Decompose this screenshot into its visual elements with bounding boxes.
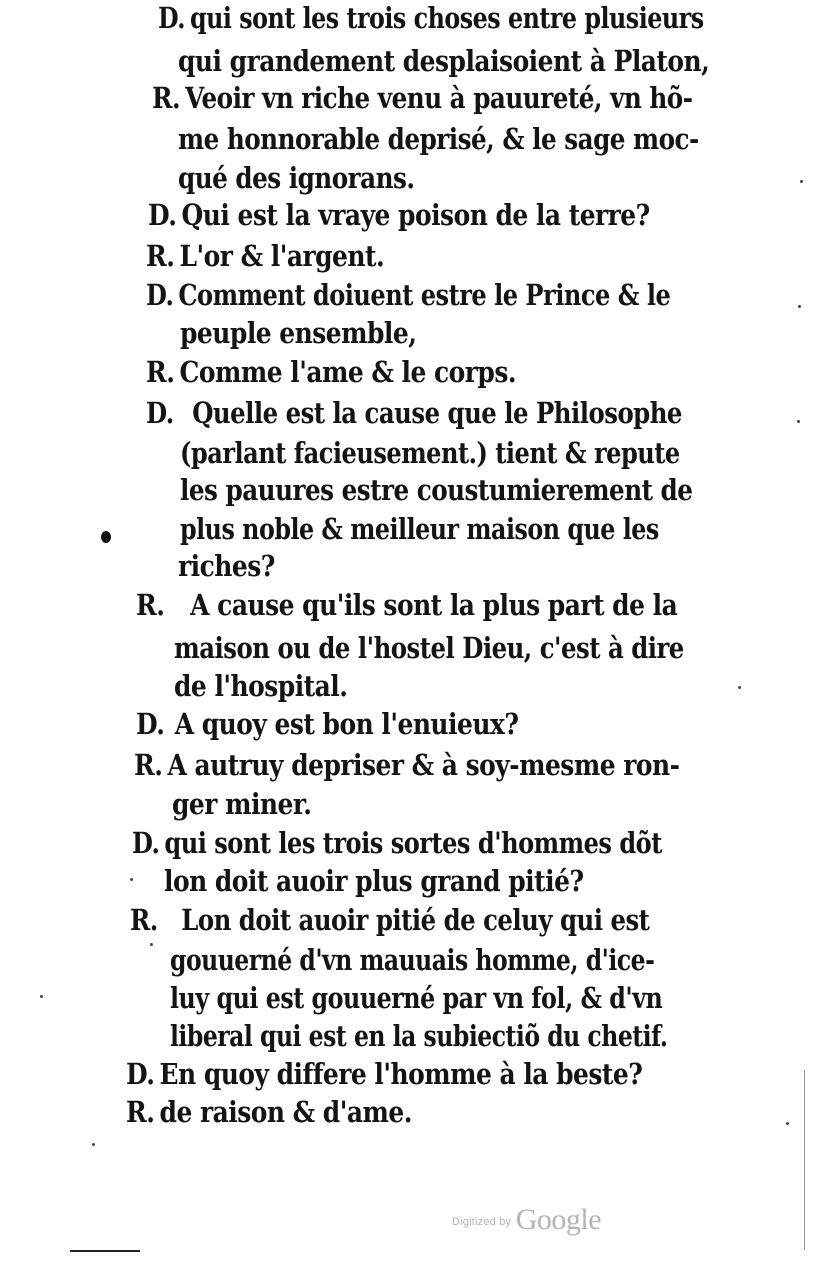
google-logo: Google — [515, 1203, 602, 1236]
text-line — [158, 0, 704, 36]
line-text: de raison & d'ame. — [159, 1095, 412, 1129]
speaker-label: D. — [132, 826, 160, 860]
text-line — [180, 435, 680, 471]
line-text: A autruy depriser & à soy-mesme ron- — [167, 748, 680, 782]
line-text: maison ou de l'hostel Dieu, c'est à dire — [174, 631, 684, 665]
text-line — [134, 747, 679, 783]
ink-blot — [101, 531, 111, 543]
text-line — [178, 160, 414, 196]
text-line — [170, 1018, 668, 1054]
line-text: ger miner. — [172, 787, 312, 821]
text-line — [146, 395, 682, 431]
line-text: Quelle est la cause que le Philosophe — [192, 396, 682, 430]
speaker-label: R. — [126, 1095, 155, 1129]
line-text: lon doit auoir plus grand pitié? — [164, 864, 584, 898]
speaker-label: D. — [148, 198, 177, 232]
text-line — [174, 630, 684, 666]
page-edge — [804, 1070, 805, 1250]
speaker-label: R. — [146, 355, 175, 389]
text-line — [148, 197, 650, 233]
scan-speck — [798, 305, 801, 308]
bottom-rule — [70, 1250, 140, 1252]
line-text: liberal qui est en la subiectiõ du chetif. — [170, 1019, 668, 1053]
line-text: A quoy est bon l'enuieux? — [174, 707, 519, 741]
line-text: A cause qu'ils sont la plus part de la — [190, 588, 678, 622]
speaker-label: R. — [130, 903, 158, 937]
text-line — [132, 825, 662, 861]
text-line — [126, 1094, 412, 1130]
line-text: (parlant facieusement.) tient & repute — [180, 436, 680, 470]
line-text: Comment doiuent estre le Prince & le — [178, 278, 671, 312]
line-text: peuple ensemble, — [180, 316, 417, 350]
scan-speck — [92, 1143, 95, 1146]
scan-speck — [150, 943, 153, 946]
text-line — [146, 354, 516, 390]
text-line — [130, 902, 649, 938]
line-text: Veoir vn riche venu à pauureté, vn hõ- — [185, 81, 693, 115]
text-line — [174, 668, 347, 704]
speaker-label: D. — [126, 1057, 155, 1091]
scan-speck — [738, 686, 741, 689]
line-text: L'or & l'argent. — [179, 239, 385, 273]
speaker-label: R. — [152, 81, 181, 115]
line-text: les pauures estre coustumierement de — [180, 473, 693, 507]
line-text: gouuerné d'vn mauuais homme, d'ice- — [170, 943, 655, 977]
line-text: qué des ignorans. — [178, 161, 415, 195]
text-line — [178, 43, 709, 79]
speaker-label: D. — [146, 396, 174, 430]
text-line — [178, 121, 699, 157]
scan-speck — [786, 1122, 789, 1125]
text-line — [172, 786, 311, 822]
text-line — [152, 80, 692, 116]
line-text: de l'hospital. — [174, 669, 348, 703]
scan-speck — [800, 180, 803, 183]
text-line — [180, 472, 692, 508]
text-line — [146, 277, 670, 313]
text-line — [126, 1056, 642, 1092]
line-text: luy qui est gouuerné par vn fol, & d'vn — [170, 981, 663, 1015]
speaker-label: R. — [146, 239, 175, 273]
line-text: qui grandement desplaisoient à Platon, — [178, 44, 710, 78]
text-line — [164, 863, 584, 899]
scan-speck — [797, 420, 800, 423]
text-line — [178, 548, 275, 584]
line-text: Comme l'ame & le corps. — [179, 355, 517, 389]
line-text: Qui est la vraye poison de la terre? — [181, 198, 650, 232]
text-line — [136, 587, 677, 623]
text-line — [136, 706, 518, 742]
google-watermark — [452, 1203, 601, 1237]
text-line — [180, 315, 416, 351]
text-line — [146, 238, 384, 274]
scan-speck — [130, 878, 133, 881]
speaker-label: D. — [146, 278, 174, 312]
speaker-label: R. — [136, 588, 165, 622]
line-text: riches? — [178, 549, 275, 583]
text-line — [170, 942, 654, 978]
scan-speck — [40, 995, 43, 998]
speaker-label: D. — [158, 1, 186, 35]
line-text: qui sont les trois sortes d'hommes dõt — [164, 826, 662, 860]
digitized-by-label: Digitized by — [452, 1216, 512, 1228]
speaker-label: D. — [136, 707, 165, 741]
line-text: plus noble & meilleur maison que les — [180, 512, 659, 546]
text-line — [180, 511, 659, 547]
line-text: Lon doit auoir pitié de celuy qui est — [181, 903, 650, 937]
speaker-label: R. — [134, 748, 163, 782]
text-line — [170, 980, 662, 1016]
line-text: me honnorable deprisé, & le sage moc- — [178, 122, 699, 156]
line-text: qui sont les trois choses entre plusieurs — [189, 1, 704, 35]
line-text: En quoy differe l'homme à la beste? — [159, 1057, 643, 1091]
